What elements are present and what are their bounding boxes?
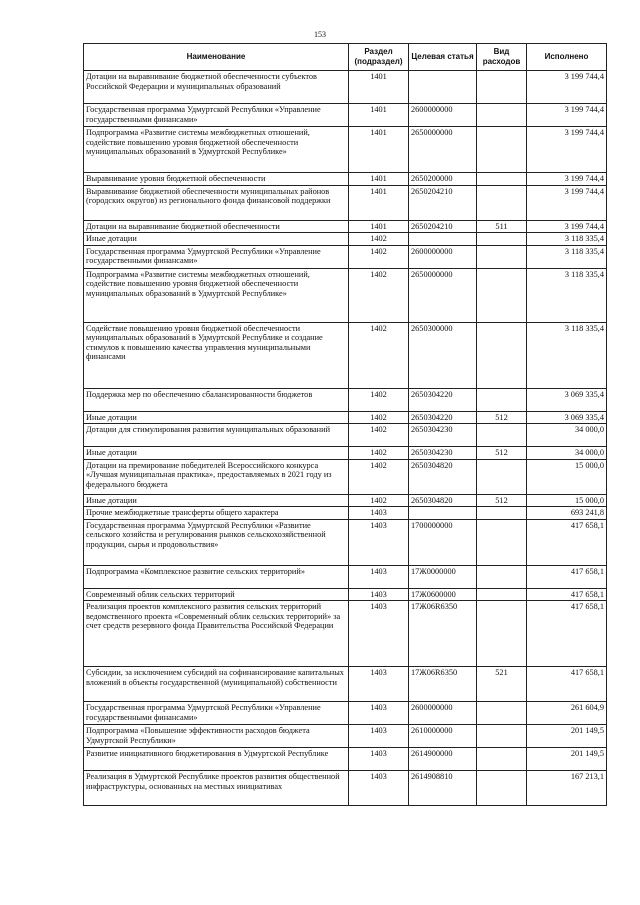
cell-target: 2650304820 — [409, 459, 477, 494]
cell-name: Развитие инициативного бюджетирования в Удмуртской Республике — [84, 748, 349, 771]
cell-expense-type — [477, 388, 527, 411]
cell-executed: 261 604,9 — [527, 702, 607, 725]
cell-name: Субсидии, за исключением субсидий на софинансирование капитальных вложений в объекты государственной (муниципальной) собственности — [84, 667, 349, 702]
table-row — [84, 185, 607, 220]
cell-executed: 417 658,1 — [527, 588, 607, 601]
cell-name: Современный облик сельских территорий — [84, 588, 349, 601]
cell-expense-type: 511 — [477, 220, 527, 233]
cell-expense-type — [477, 601, 527, 667]
cell-executed: 417 658,1 — [527, 601, 607, 667]
cell-expense-type — [477, 173, 527, 186]
cell-executed: 3 199 744,4 — [527, 71, 607, 104]
cell-expense-type — [477, 507, 527, 520]
cell-executed: 34 000,0 — [527, 447, 607, 460]
cell-executed: 3 199 744,4 — [527, 173, 607, 186]
cell-expense-type — [477, 459, 527, 494]
cell-executed: 3 199 744,4 — [527, 185, 607, 220]
cell-target — [409, 71, 477, 104]
cell-expense-type — [477, 268, 527, 322]
cell-section: 1403 — [349, 507, 409, 520]
cell-name: Подпрограмма «Комплексное развитие сельских территорий» — [84, 565, 349, 588]
cell-name: Содействие повышению уровня бюджетной обеспеченности муниципальных образований в Удмуртской Республике и создание стимулов к повышению качества управления муниципальными финансами — [84, 322, 349, 388]
cell-name: Иные дотации — [84, 494, 349, 507]
cell-target: 2614900000 — [409, 748, 477, 771]
cell-target: 2650204210 — [409, 185, 477, 220]
cell-name: Иные дотации — [84, 447, 349, 460]
cell-section: 1403 — [349, 588, 409, 601]
table-row — [84, 588, 607, 601]
cell-section: 1401 — [349, 71, 409, 104]
cell-executed: 3 118 335,4 — [527, 268, 607, 322]
cell-target: 2650304230 — [409, 424, 477, 447]
cell-expense-type: 512 — [477, 411, 527, 424]
cell-target: 2650000000 — [409, 127, 477, 173]
cell-expense-type — [477, 322, 527, 388]
table-row — [84, 565, 607, 588]
cell-name: Государственная программа Удмуртской Республики «Управление государственными финансами» — [84, 245, 349, 268]
cell-executed: 201 149,5 — [527, 725, 607, 748]
table-row — [84, 424, 607, 447]
cell-executed: 3 069 335,4 — [527, 411, 607, 424]
cell-expense-type: 521 — [477, 667, 527, 702]
cell-executed: 15 000,0 — [527, 494, 607, 507]
cell-executed: 417 658,1 — [527, 667, 607, 702]
table-body — [84, 71, 607, 806]
cell-name: Иные дотации — [84, 233, 349, 246]
table-row — [84, 519, 607, 565]
cell-executed: 3 199 744,4 — [527, 127, 607, 173]
table-row — [84, 220, 607, 233]
cell-target: 2650200000 — [409, 173, 477, 186]
header-expense-type: Вид расходов — [477, 44, 527, 71]
table-row — [84, 601, 607, 667]
table-row — [84, 667, 607, 702]
cell-target: 2650304220 — [409, 411, 477, 424]
header-target: Целевая статья — [409, 44, 477, 71]
cell-name: Государственная программа Удмуртской Республики «Управление государственными финансами» — [84, 104, 349, 127]
cell-expense-type — [477, 519, 527, 565]
cell-section: 1401 — [349, 104, 409, 127]
table-row — [84, 233, 607, 246]
table-row — [84, 702, 607, 725]
cell-section: 1402 — [349, 411, 409, 424]
cell-section: 1402 — [349, 268, 409, 322]
cell-executed: 3 118 335,4 — [527, 245, 607, 268]
cell-target: 2650304220 — [409, 388, 477, 411]
cell-target: 2610000000 — [409, 725, 477, 748]
cell-target: 2600000000 — [409, 104, 477, 127]
cell-section: 1403 — [349, 748, 409, 771]
cell-target: 2614908810 — [409, 771, 477, 806]
cell-section: 1401 — [349, 127, 409, 173]
table-row — [84, 748, 607, 771]
cell-name: Дотации для стимулирования развития муниципальных образований — [84, 424, 349, 447]
cell-name: Реализация в Удмуртской Республике проектов развития общественной инфраструктуры, основанных на местных инициативах — [84, 771, 349, 806]
table-row — [84, 268, 607, 322]
cell-expense-type: 512 — [477, 494, 527, 507]
cell-executed: 3 199 744,4 — [527, 104, 607, 127]
cell-section: 1403 — [349, 702, 409, 725]
table-row — [84, 447, 607, 460]
cell-executed: 167 213,1 — [527, 771, 607, 806]
cell-section: 1402 — [349, 245, 409, 268]
cell-target — [409, 507, 477, 520]
cell-section: 1402 — [349, 233, 409, 246]
cell-executed: 3 118 335,4 — [527, 322, 607, 388]
cell-expense-type — [477, 702, 527, 725]
cell-executed: 417 658,1 — [527, 519, 607, 565]
cell-executed: 201 149,5 — [527, 748, 607, 771]
cell-name: Реализация проектов комплексного развития сельских территорий ведомственного проекта «Современный облик сельских территорий» за счет средств резервного фонда Правительства Российской Федерации — [84, 601, 349, 667]
cell-target: 2650204210 — [409, 220, 477, 233]
cell-section: 1403 — [349, 725, 409, 748]
cell-executed: 693 241,8 — [527, 507, 607, 520]
cell-section: 1403 — [349, 771, 409, 806]
cell-expense-type — [477, 233, 527, 246]
header-executed: Исполнено — [527, 44, 607, 71]
cell-expense-type — [477, 771, 527, 806]
table-header — [84, 44, 607, 71]
cell-name: Подпрограмма «Развитие системы межбюджетных отношений, содействие повышению уровня бюджетной обеспеченности муниципальных образований в Удмуртской Республике» — [84, 127, 349, 173]
cell-expense-type — [477, 245, 527, 268]
cell-name: Государственная программа Удмуртской Республики «Управление государственными финансами» — [84, 702, 349, 725]
cell-executed: 15 000,0 — [527, 459, 607, 494]
cell-expense-type — [477, 185, 527, 220]
cell-expense-type — [477, 71, 527, 104]
cell-target: 17Ж06R6350 — [409, 667, 477, 702]
cell-target: 17Ж0600000 — [409, 588, 477, 601]
cell-expense-type — [477, 127, 527, 173]
cell-executed: 34 000,0 — [527, 424, 607, 447]
cell-name: Выравнивание бюджетной обеспеченности муниципальных районов (городских округов) из регионального фонда финансовой поддержки — [84, 185, 349, 220]
table-row — [84, 388, 607, 411]
cell-section: 1403 — [349, 519, 409, 565]
cell-target: 2650304820 — [409, 494, 477, 507]
cell-expense-type — [477, 104, 527, 127]
cell-expense-type — [477, 748, 527, 771]
cell-section: 1401 — [349, 185, 409, 220]
cell-section: 1402 — [349, 459, 409, 494]
cell-name: Поддержка мер по обеспечению сбалансированности бюджетов — [84, 388, 349, 411]
cell-section: 1402 — [349, 424, 409, 447]
table-row — [84, 245, 607, 268]
cell-name: Дотации на выравнивание бюджетной обеспеченности субъектов Российской Федерации и муниципальных образований — [84, 71, 349, 104]
cell-target — [409, 233, 477, 246]
cell-section: 1403 — [349, 667, 409, 702]
cell-name: Выравнивание уровня бюджетной обеспеченности — [84, 173, 349, 186]
cell-target: 2650000000 — [409, 268, 477, 322]
cell-section: 1402 — [349, 447, 409, 460]
cell-expense-type — [477, 424, 527, 447]
table-row — [84, 127, 607, 173]
table-row — [84, 322, 607, 388]
cell-section: 1403 — [349, 601, 409, 667]
header-name: Наименование — [84, 44, 349, 71]
cell-name: Подпрограмма «Повышение эффективности расходов бюджета Удмуртской Республики» — [84, 725, 349, 748]
cell-executed: 3 118 335,4 — [527, 233, 607, 246]
cell-expense-type — [477, 565, 527, 588]
cell-section: 1402 — [349, 322, 409, 388]
cell-name: Дотации на премирование победителей Всероссийского конкурса «Лучшая муниципальная практика», предоставляемых в 2021 году из федерального бюджета — [84, 459, 349, 494]
table-row — [84, 494, 607, 507]
budget-execution-table — [83, 43, 607, 806]
cell-executed: 3 069 335,4 — [527, 388, 607, 411]
cell-section: 1403 — [349, 565, 409, 588]
table-row — [84, 507, 607, 520]
table-row — [84, 459, 607, 494]
page-number: 153 — [314, 30, 326, 39]
cell-expense-type — [477, 588, 527, 601]
cell-target: 2650300000 — [409, 322, 477, 388]
cell-section: 1401 — [349, 173, 409, 186]
cell-target: 17Ж0000000 — [409, 565, 477, 588]
table-row — [84, 173, 607, 186]
cell-name: Прочие межбюджетные трансферты общего характера — [84, 507, 349, 520]
cell-section: 1402 — [349, 494, 409, 507]
cell-target: 1700000000 — [409, 519, 477, 565]
cell-name: Подпрограмма «Развитие системы межбюджетных отношений, содействие повышению уровня бюджетной обеспеченности муниципальных образований в Удмуртской Республике» — [84, 268, 349, 322]
cell-target: 17Ж06R6350 — [409, 601, 477, 667]
table-row — [84, 725, 607, 748]
table-row — [84, 104, 607, 127]
header-section: Раздел (подраздел) — [349, 44, 409, 71]
cell-executed: 3 199 744,4 — [527, 220, 607, 233]
cell-name: Иные дотации — [84, 411, 349, 424]
table-row — [84, 411, 607, 424]
cell-expense-type: 512 — [477, 447, 527, 460]
cell-target: 2600000000 — [409, 245, 477, 268]
cell-name: Государственная программа Удмуртской Республики «Развитие сельского хозяйства и регулирования рынков сельскохозяйственной продукции, сырья и продовольствия» — [84, 519, 349, 565]
cell-name: Дотации на выравнивание бюджетной обеспеченности — [84, 220, 349, 233]
cell-target: 2600000000 — [409, 702, 477, 725]
table-row — [84, 771, 607, 806]
cell-section: 1402 — [349, 388, 409, 411]
table-row — [84, 71, 607, 104]
cell-expense-type — [477, 725, 527, 748]
cell-executed: 417 658,1 — [527, 565, 607, 588]
cell-section: 1401 — [349, 220, 409, 233]
cell-target: 2650304230 — [409, 447, 477, 460]
